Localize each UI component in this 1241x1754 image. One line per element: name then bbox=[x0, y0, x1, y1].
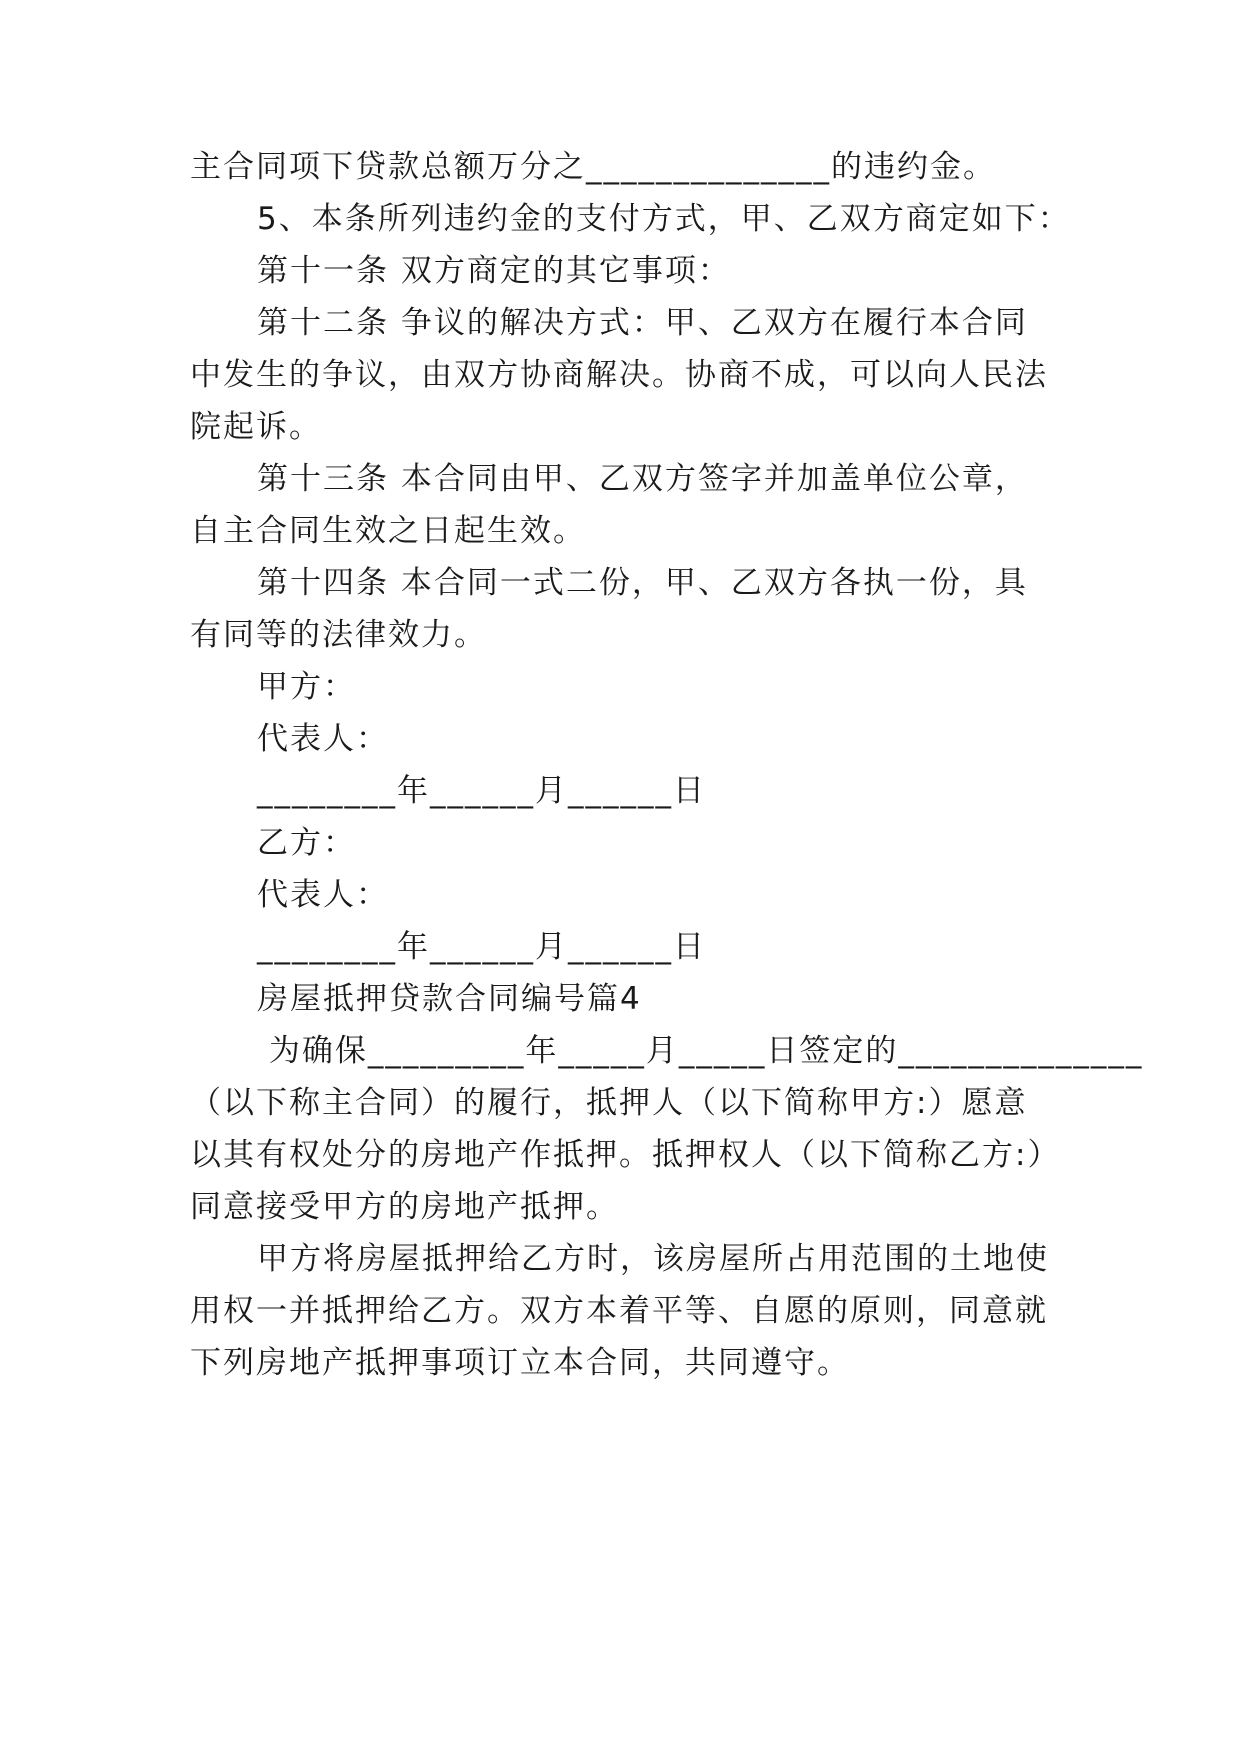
text-line: 第十四条 本合同一式二份，甲、乙双方各执一份，具 bbox=[257, 565, 1028, 601]
text-line: 第十二条 争议的解决方式：甲、乙双方在履行本合同 bbox=[257, 305, 1028, 341]
text-line: 有同等的法律效力。 bbox=[190, 617, 487, 653]
signature-representative-label: 代表人： bbox=[257, 877, 389, 913]
text-line: 5、本条所列违约金的支付方式，甲、乙双方商定如下： bbox=[257, 201, 1071, 237]
text-line: 第十一条 双方商定的其它事项： bbox=[257, 253, 731, 289]
signature-representative-label: 代表人： bbox=[257, 721, 389, 757]
text-line: 下列房地产抵押事项订立本合同，共同遵守。 bbox=[190, 1345, 850, 1381]
signature-party-b-label: 乙方： bbox=[257, 825, 356, 861]
text-line: （以下称主合同）的履行，抵押人（以下简称甲方:）愿意 bbox=[190, 1085, 1028, 1121]
text-line: 为确保_________年_____月_____日签定的______________ bbox=[257, 1033, 1144, 1069]
signature-party-a-label: 甲方： bbox=[257, 669, 356, 705]
text-line: 自主合同生效之日起生效。 bbox=[190, 513, 586, 549]
text-line: 院起诉。 bbox=[190, 409, 322, 445]
signature-date-line: ________年______月______日 bbox=[257, 929, 706, 965]
text-line: 中发生的争议，由双方协商解决。协商不成，可以向人民法 bbox=[190, 357, 1048, 393]
text-line: 甲方将房屋抵押给乙方时，该房屋所占用范围的土地使 bbox=[257, 1241, 1049, 1277]
text-line: 同意接受甲方的房地产抵押。 bbox=[190, 1189, 619, 1225]
text-line: 第十三条 本合同由甲、乙双方签字并加盖单位公章， bbox=[257, 461, 1028, 497]
section-heading: 房屋抵押贷款合同编号篇4 bbox=[257, 981, 642, 1017]
signature-date-line: ________年______月______日 bbox=[257, 773, 706, 809]
text-line: 以其有权处分的房地产作抵押。抵押权人（以下简称乙方:） bbox=[190, 1137, 1061, 1173]
text-line: 主合同项下贷款总额万分之______________的违约金。 bbox=[190, 149, 996, 185]
text-line: 用权一并抵押给乙方。双方本着平等、自愿的原则，同意就 bbox=[190, 1293, 1048, 1329]
